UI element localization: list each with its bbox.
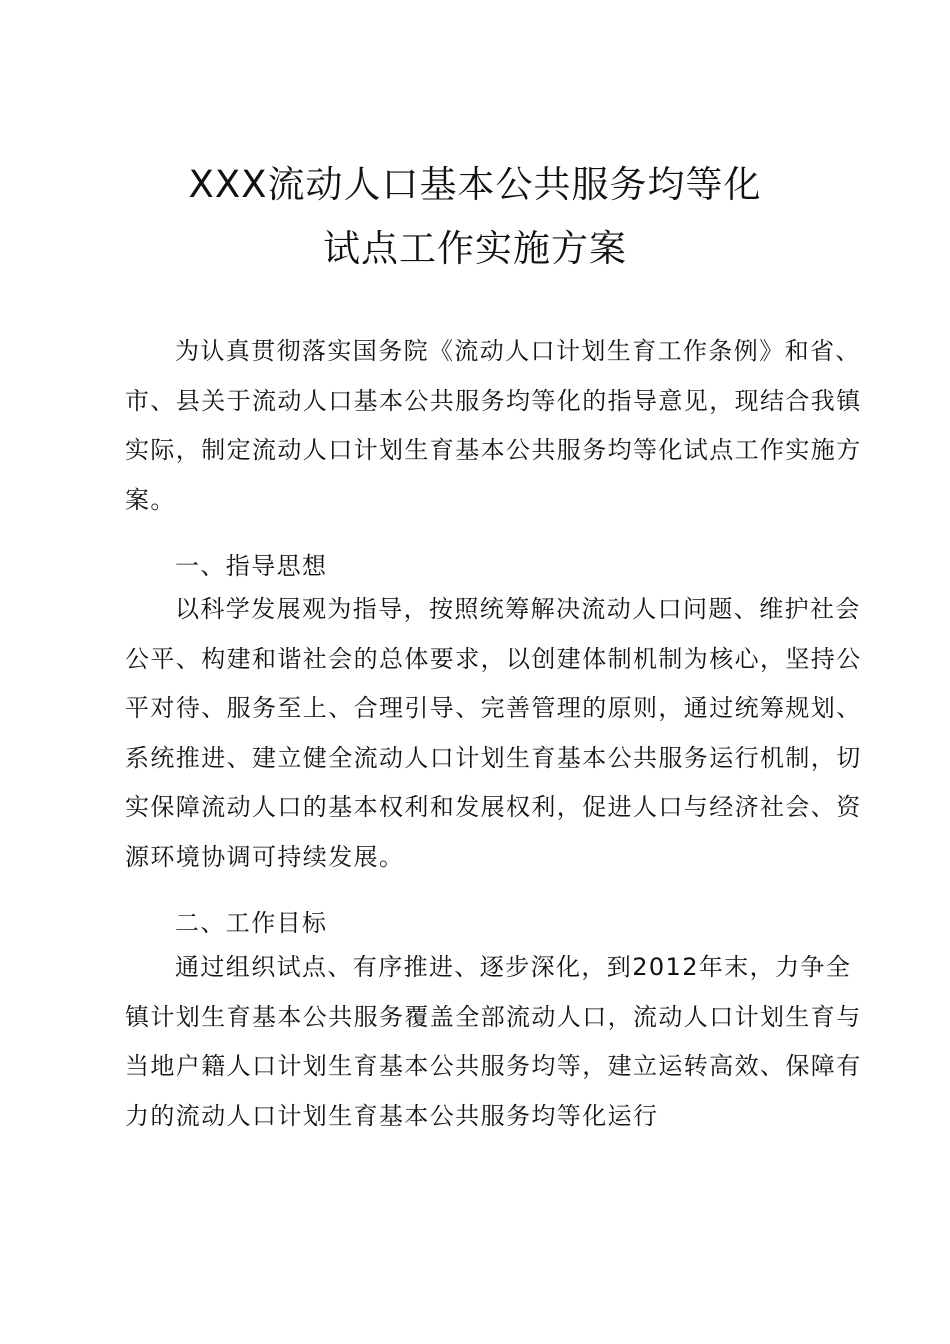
section2-line: 力的流动人口计划生育基本公共服务均等化运行 bbox=[125, 1101, 659, 1130]
intro-line: 案。 bbox=[125, 485, 176, 514]
section2-line: 当地户籍人口计划生育基本公共服务均等，建立运转高效、保障有 bbox=[125, 1052, 862, 1080]
section2-line: 镇计划生育基本公共服务覆盖全部流动人口，流动人口计划生育与 bbox=[125, 1002, 862, 1031]
intro-paragraph bbox=[125, 327, 862, 525]
section-heading-work-goals: 二、工作目标 bbox=[175, 909, 328, 937]
section2-line: 通过组织试点、有序推进、逐步深化，到2012年末，力争全 bbox=[175, 953, 852, 981]
section1-line: 系统推进、建立健全流动人口计划生育基本公共服务运行机制，切 bbox=[125, 743, 862, 772]
intro-line: 市、县关于流动人口基本公共服务均等化的指导意见，现结合我镇 bbox=[125, 386, 862, 415]
section1-paragraph bbox=[125, 585, 862, 882]
section1-line: 源环境协调可持续发展。 bbox=[125, 842, 405, 871]
section1-line: 实保障流动人口的基本权利和发展权利，促进人口与经济社会、资 bbox=[125, 793, 862, 821]
section1-line: 以科学发展观为指导，按照统筹解决流动人口问题、维护社会 bbox=[175, 595, 861, 623]
section-heading-guiding-ideology: 一、指导思想 bbox=[175, 552, 328, 580]
document-title-line-2: 试点工作实施方案 bbox=[323, 227, 627, 270]
section1-line: 公平、构建和谐社会的总体要求，以创建体制机制为核心，坚持公 bbox=[125, 644, 862, 673]
intro-line: 为认真贯彻落实国务院《流动人口计划生育工作条例》和省、 bbox=[175, 337, 861, 365]
document-title-line-1: XXX流动人口基本公共服务均等化 bbox=[188, 163, 762, 206]
section2-paragraph bbox=[125, 943, 862, 1141]
intro-line: 实际，制定流动人口计划生育基本公共服务均等化试点工作实施方 bbox=[125, 436, 862, 464]
section1-line: 平对待、服务至上、合理引导、完善管理的原则，通过统筹规划、 bbox=[125, 694, 862, 722]
